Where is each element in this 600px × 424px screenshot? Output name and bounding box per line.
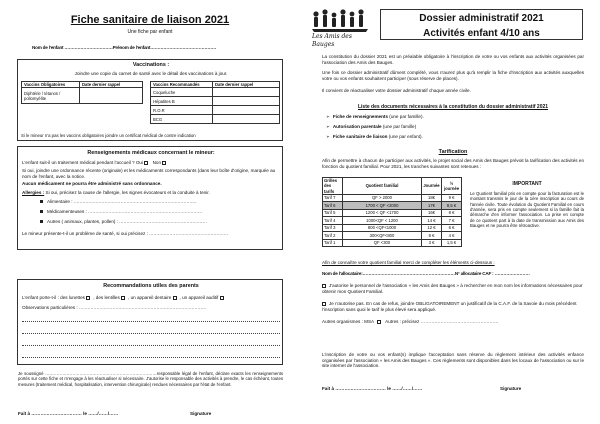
qf-allocataire-line[interactable]: Nom de l'allocataire:………………………………………………………N° allocataire CAF : …………………… bbox=[322, 271, 530, 276]
table-cell: Coqueluche bbox=[151, 88, 213, 97]
tarification-heading: Tarification bbox=[438, 149, 468, 155]
table-cell: 16€ bbox=[422, 209, 442, 217]
table-cell: 800 <QF<1000 bbox=[343, 224, 422, 232]
table-header: Date dernier rappel bbox=[80, 82, 143, 88]
document-name: Autorisation parentale bbox=[332, 124, 382, 129]
table-header-row bbox=[323, 178, 462, 195]
checkbox-refuse[interactable] bbox=[322, 302, 326, 306]
table-cell: 8 € bbox=[422, 232, 442, 240]
health-form-subtitle: Une fiche par enfant bbox=[127, 28, 173, 35]
signature-declaration: Je soussigné ……………………………………………………………………responsable légal de l'enfant, déclare exacts les renseignements portés sur cette fiche et m'engage à les réactualiser si nécessaire. J'autorise le responsable des activités à prendre, le cas échéant, toutes mesures (traitement médical, hospitalisation, intervention chirurgicale) rendues nécessaires par l'état de l'enfant. bbox=[18, 371, 283, 387]
medical-q2: Si oui, joindre une ordonnance récente (originale) et les médicaments correspondants (dans leur boîte d'origine, marquée au nom de l'enfant, avec la notice. bbox=[22, 168, 276, 179]
medical-q4-line[interactable]: Le mineur présente-t-il un problème de santé, si oui précisez : ……………………………………………… bbox=[22, 231, 229, 236]
document-item bbox=[326, 134, 423, 140]
allergy-item-label: Autres ( animaux, plantes, pollen) : bbox=[47, 219, 118, 224]
child-name-line[interactable]: Nom de l'enfant ……………………………Prénom de l'enfant……………………………………… bbox=[32, 45, 217, 50]
table-cell: Tarif 4 bbox=[323, 217, 343, 225]
checkbox-dental[interactable] bbox=[173, 296, 177, 300]
checkbox-oui[interactable] bbox=[144, 161, 148, 165]
tarification-text: Afin de permettre à chacun de participer aux activités, le projet social des Amis des Bauges prévoit la tarification des activités en fonction du quotient familial. Pour 2021, les tranches suivantes sont retenues : bbox=[322, 158, 584, 169]
table-cell: Tarif 2 bbox=[323, 232, 343, 240]
table-row bbox=[323, 224, 462, 232]
parents-box bbox=[17, 279, 283, 365]
medical-question-treatment bbox=[22, 160, 280, 166]
blank-line[interactable] bbox=[22, 357, 280, 358]
table-cell: QF <300 bbox=[343, 239, 422, 247]
document-item bbox=[326, 114, 424, 120]
table-header: ½ journée bbox=[442, 178, 462, 195]
table-cell: 1000<QF < 1200 bbox=[343, 217, 422, 225]
admin-file-page bbox=[300, 0, 600, 424]
table-cell: 1700 < QF <2000 bbox=[343, 202, 422, 210]
blank-line[interactable] bbox=[22, 321, 280, 322]
table-cell: 7 € bbox=[442, 217, 462, 225]
date-cell[interactable] bbox=[213, 97, 280, 106]
mandatory-vaccines-table bbox=[21, 81, 143, 104]
tarif-table bbox=[322, 177, 462, 247]
health-form-title: Fiche sanitaire de liaison 2021 bbox=[70, 14, 230, 26]
table-row bbox=[323, 202, 462, 210]
table-cell: Hépatites B bbox=[151, 97, 213, 106]
vaccinations-note: Si le mineur n'a pas les vaccins obligatoires joindre un certificat médical de contre indication bbox=[21, 133, 196, 138]
table-header: Quotient familial bbox=[343, 178, 422, 195]
amis-des-bauges-logo bbox=[310, 8, 370, 48]
intro-paragraph-2: Une fois ce dossier administratif dûment complété, vous n'aurez plus qu'à remplir la fiche d'inscription aux activités auxquelles votre ou vos enfants souhaitent participer (sous réserve de places). bbox=[322, 70, 584, 81]
admin-subtitle: Activités enfant 4/10 ans bbox=[423, 27, 540, 39]
table-cell: 300<QF<800 bbox=[343, 232, 422, 240]
allergies-text: Si oui, précisez la cause de l'allergie, les signes évocateurs et la conduite à tenir. bbox=[45, 190, 210, 195]
right-footer-signature[interactable]: Signature bbox=[500, 386, 522, 391]
table-cell: Tarif 5 bbox=[323, 209, 343, 217]
table-row bbox=[323, 209, 462, 217]
medical-q4: Le mineur présente-t-il un problème de santé, si oui précisez : bbox=[22, 231, 148, 236]
table-cell: Tarif 3 bbox=[323, 224, 343, 232]
vaccinations-intro: Joindre une copie du carnet de santé avec le détail des vaccinations à jour. bbox=[74, 71, 228, 76]
table-cell: 6 € bbox=[442, 224, 462, 232]
date-cell[interactable] bbox=[213, 106, 280, 115]
left-footer-signature[interactable]: Signature bbox=[190, 411, 212, 416]
table-row bbox=[151, 97, 280, 106]
document-qty: (une par enfant). bbox=[388, 134, 423, 139]
date-cell[interactable] bbox=[213, 115, 280, 124]
allergy-item[interactable]: Alimentaire : ………………………………………………………………………… bbox=[40, 199, 280, 205]
table-cell: 12 € bbox=[422, 224, 442, 232]
allergy-item[interactable]: Médicamenteuses : …………………………………………………………………… bbox=[40, 209, 280, 215]
hearing-label: , un appareil auditif bbox=[179, 295, 219, 300]
glasses-label: L'enfant porte-t-il : des lunettes bbox=[22, 295, 85, 300]
intro-paragraph-3: Il convient de réactualiser votre dossier administratif chaque année civile. bbox=[322, 88, 471, 93]
dental-label: , un appareil dentaire bbox=[128, 295, 172, 300]
table-cell: BCG bbox=[151, 115, 213, 124]
bullet-icon bbox=[40, 200, 43, 203]
table-cell: 8 € bbox=[442, 209, 462, 217]
checkbox-msa[interactable] bbox=[377, 320, 381, 324]
table-cell: Tarif 7 bbox=[323, 194, 343, 202]
table-cell: R.O.R bbox=[151, 106, 213, 115]
qf-others2-label[interactable]: Autres : précisez …………………………………………… bbox=[385, 319, 499, 324]
allergies-line bbox=[22, 190, 280, 196]
table-row bbox=[151, 106, 280, 115]
table-cell: 1200 < QF <1700 bbox=[343, 209, 422, 217]
recommended-vaccines-table bbox=[150, 81, 280, 124]
checkbox-hearing[interactable] bbox=[220, 296, 224, 300]
table-cell: 17€ bbox=[422, 202, 442, 210]
arrow-icon: ➢ bbox=[326, 114, 330, 119]
admin-title: Dossier administratif 2021 bbox=[419, 13, 544, 24]
medical-q1-non-label: Non bbox=[152, 160, 162, 165]
lenses-label: , des lentilles bbox=[93, 295, 120, 300]
table-header: Journée bbox=[422, 178, 442, 195]
arrow-icon: ➢ bbox=[326, 124, 330, 129]
allergy-item-label: Alimentaire : bbox=[47, 199, 73, 204]
table-cell: 1,5 € bbox=[442, 239, 462, 247]
qf-option-refuse bbox=[322, 301, 584, 312]
allergy-item[interactable]: Autres ( animaux, plantes, pollen) : …………………………………………………… bbox=[40, 219, 280, 225]
admin-title-box bbox=[380, 9, 583, 40]
table-row bbox=[323, 217, 462, 225]
parents-q2: Observations particulières : bbox=[22, 305, 78, 310]
table-cell: 18€ bbox=[422, 194, 442, 202]
table-cell: 14 € bbox=[422, 217, 442, 225]
table-header: Vaccins Recommandés bbox=[151, 82, 213, 88]
final-paragraph: L'inscription de votre ou vos enfant(s) implique l'acceptation sans réserve du règlement intérieur des activités enfance organisées par l'association « les Amis des Bauges ». Ces règlements sont disponibles dans les locaux de l'association ou sur le site internet de l'association. bbox=[322, 352, 584, 369]
table-row bbox=[323, 239, 462, 247]
qf-others-label: Autres organismes : MSA bbox=[322, 319, 374, 324]
vaccinations-heading: Vaccinations : bbox=[132, 62, 170, 68]
vaccinations-box bbox=[17, 59, 283, 141]
table-cell: 3 € bbox=[422, 239, 442, 247]
table-header: Vaccins Obligatoires bbox=[22, 82, 80, 88]
parents-q1 bbox=[22, 295, 280, 301]
important-heading: IMPORTANT bbox=[512, 181, 542, 187]
allergy-item-label: Médicamenteuses : bbox=[47, 209, 87, 214]
blank-line[interactable] bbox=[22, 333, 280, 334]
bullet-icon bbox=[40, 210, 43, 213]
table-cell: Diphtérie / tétanos / poliomyélite bbox=[22, 88, 80, 104]
qf-option-authorize bbox=[322, 283, 584, 294]
qf-option1-text: J'autorise le personnel de l'association « les Amis des Bauges » à rechercher en mon nom les informations nécessaires pour obtenir mon Quotient Familial. bbox=[322, 283, 583, 294]
medical-box bbox=[17, 146, 283, 250]
table-header: Grilles des tarifs bbox=[323, 178, 343, 195]
blank-line[interactable] bbox=[22, 345, 280, 346]
table-cell: QF > 2000 bbox=[343, 194, 422, 202]
table-row bbox=[151, 115, 280, 124]
qf-other-organisms bbox=[322, 319, 584, 325]
table-row bbox=[22, 88, 143, 104]
table-header: Date dernier rappel bbox=[213, 82, 280, 88]
left-footer-place-date[interactable]: Fait à …………………………… le ……/……/…… bbox=[18, 411, 119, 416]
table-cell: 8,5 € bbox=[442, 202, 462, 210]
table-row bbox=[323, 232, 462, 240]
medical-heading: Renseignements médicaux concernant le mineur: bbox=[87, 150, 215, 156]
parents-q2-line[interactable]: Observations particulières : …………………………………………………………………………… bbox=[22, 305, 207, 310]
document-qty: (une par famille). bbox=[389, 114, 424, 119]
important-text: Le Quotient familial pris en compte pour la facturation est le montant transmis le jour de la 1ère inscription au cours de l'année civile. Toute évolution du Quotient Familial en cours d'année, sera pris en compte seulement si la famille fait la démarche d'en informer l'association. La prise en compte de ce quotient part à la date de transmission aux Amis des Bauges et ne pourra être rétroactive. bbox=[470, 191, 584, 229]
checkbox-glasses[interactable] bbox=[86, 296, 90, 300]
date-cell[interactable] bbox=[80, 88, 143, 104]
documents-heading: Liste des documents nécessaires à la constitution du dossier administratif 2021 bbox=[357, 104, 549, 110]
arrow-icon: ➢ bbox=[326, 134, 330, 139]
parents-heading: Recommandations utiles des parents bbox=[103, 283, 199, 289]
table-row bbox=[151, 88, 280, 97]
logo-text: Les Amis des Bauges bbox=[312, 33, 352, 48]
checkbox-lenses[interactable] bbox=[121, 296, 125, 300]
intro-paragraph-1: La constitution du dossier 2021 est un préalable obligatoire à l'inscription de votre ou vos enfants aux activités organisées par l'association des Amis des Bauges. bbox=[322, 54, 584, 65]
health-form-title-block bbox=[0, 14, 300, 35]
table-cell: Tarif 1 bbox=[323, 239, 343, 247]
document-qty: (une par famille) bbox=[382, 124, 417, 129]
bullet-icon bbox=[40, 220, 43, 223]
document-name: Fiche de renseignements bbox=[332, 114, 389, 119]
table-cell: Tarif 6 bbox=[323, 202, 343, 210]
qf-option2-text: Je n'autorise pas. En cas de refus, joindre OBLIGATOIREMENT un justificatif de la C.A.F. de la Savoie du mois précédent l'inscription sans quoi le tarif le plus élevé sera appliqué. bbox=[322, 301, 577, 312]
qf-intro: Afin de connaître votre quotient familial merci de compléter les éléments ci-dessous : bbox=[322, 260, 495, 265]
medical-q1-text: L'enfant suit-il un traitement médical pendant l'accueil ? Oui bbox=[22, 160, 144, 165]
table-row bbox=[323, 194, 462, 202]
checkbox-authorize[interactable] bbox=[322, 284, 326, 288]
allergies-label: Allergies : bbox=[22, 190, 45, 195]
table-cell: 4 € bbox=[442, 232, 462, 240]
document-item bbox=[326, 124, 416, 130]
medical-q3: Aucun médicament ne pourra être administré sans ordonnance. bbox=[22, 181, 162, 186]
checkbox-non[interactable] bbox=[162, 161, 166, 165]
right-footer-place-date[interactable]: Fait à …………………………… le ……/……/…… bbox=[322, 386, 423, 391]
document-name: Fiche sanitaire de liaison bbox=[332, 134, 388, 139]
date-cell[interactable] bbox=[213, 88, 280, 97]
table-cell: 9 € bbox=[442, 194, 462, 202]
